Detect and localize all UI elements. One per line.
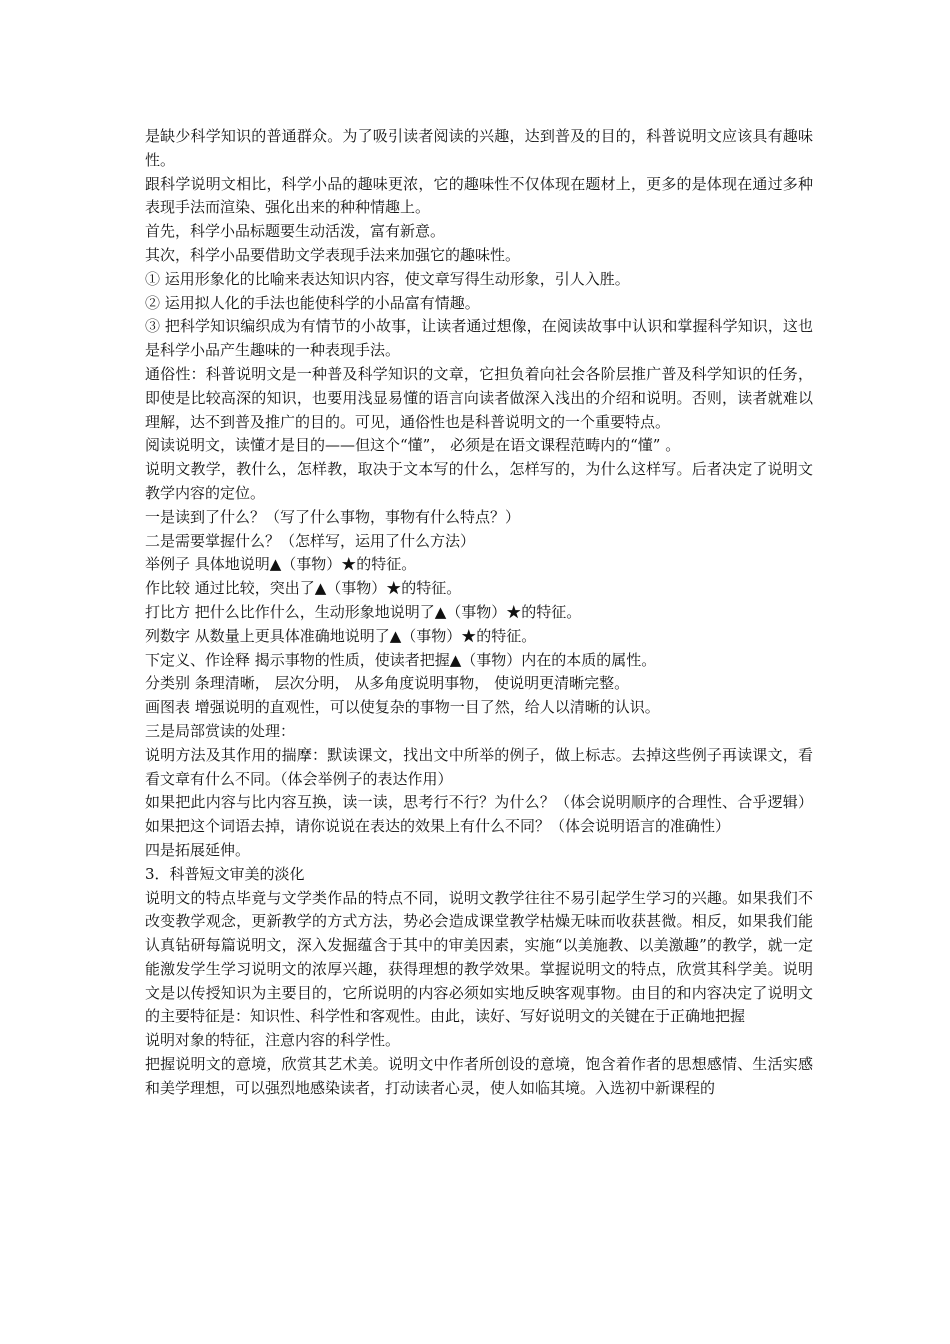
paragraph: 跟科学说明文相比，科学小品的趣味更浓，它的趣味性不仅体现在题材上，更多的是体现在通过多种表现手法而渲染、强化出来的种种情趣上。 [145,174,813,217]
paragraph: 三是局部赏读的处理： [145,721,296,740]
paragraph: 其次，科学小品要借助文学表现手法来加强它的趣味性。 [145,245,521,264]
method-item: 列数字 从数量上更具体准确地说明了▲（事物）★的特征。 [145,626,537,645]
paragraph: 阅读说明文，读懂才是目的——但这个“懂”， 必须是在语文课程范畴内的“懂” 。 [145,436,681,455]
method-item: 打比方 把什么比作什么，生动形象地说明了▲（事物）★的特征。 [145,602,582,621]
paragraph: 说明方法及其作用的揣摩：默读课文，找出文中所举的例子，做上标志。去掉这些例子再读课文，看看文章有什么不同。（体会举例子的表达作用） [145,745,813,788]
paragraph: 是缺少科学知识的普通群众。为了吸引读者阅读的兴趣，达到普及的目的，科普说明文应该具有趣味性。 [145,127,813,169]
method-item: 举例子 具体地说明▲（事物）★的特征。 [145,555,417,574]
paragraph: 说明文教学，教什么，怎样教，取决于文本写的什么，怎样写的，为什么这样写。后者决定了说明文教学内容的定位。 [145,460,813,502]
paragraph: 二是需要掌握什么？（怎样写，运用了什么方法） [145,531,476,550]
paragraph: 四是拓展延伸。 [145,840,251,859]
list-item: ③ 把科学知识编织成为有情节的小故事，让读者通过想像，在阅读故事中认识和掌握科学知识，这也是科学小品产生趣味的一种表现手法。 [145,317,813,360]
document-body [145,125,813,1101]
paragraph: 把握说明文的意境，欣赏其艺术美。说明文中作者所创设的意境，饱含着作者的思想感情、生活实感和美学理想，可以强烈地感染读者，打动读者心灵，使人如临其境。入选初中新课程的 [145,1055,813,1097]
section-heading: 3．科普短文审美的淡化 [145,864,305,883]
paragraph: 说明文的特点毕竟与文学类作品的特点不同，说明文教学往往不易引起学生学习的兴趣。如果我们不改变教学观念，更新教学的方式方法，势必会造成课堂教学枯燥无味而收获甚微。相反，如果我们能认真钻研每篇说明文，深入发掘蕴含于其中的审美因素，实施“以美施教、以美激趣”的教学，就一定能激发学生学习说明文的浓厚兴趣，获得理想的教学效果。掌握说明文的特点，欣赏其科学美。说明文是以传授知识为主要目的，它所说明的内容必须如实地反映客观事物。由目的和内容决定了说明文的主要特征是：知识性、科学性和客观性。由此，读好、写好说明文的关键在于正确地把握 [145,888,813,1026]
method-item: 作比较 通过比较，突出了▲（事物）★的特征。 [145,579,462,598]
paragraph: 说明对象的特征，注意内容的科学性。 [145,1031,401,1050]
paragraph: 首先，科学小品标题要生动活泼，富有新意。 [145,222,446,241]
paragraph: 通俗性：科普说明文是一种普及科学知识的文章，它担负着向社会各阶层推广普及科学知识的任务，即使是比较高深的知识，也要用浅显易懂的语言向读者做深入浅出的介绍和说明。否则，读者就难以理解，达不到普及推广的目的。可见，通俗性也是科普说明文的一个重要特点。 [145,364,813,431]
list-item: ② 运用拟人化的手法也能使科学的小品富有情趣。 [145,293,480,312]
paragraph: 如果把此内容与比内容互换，读一读，思考行不行？为什么？（体会说明顺序的合理性、合乎逻辑）如果把这个词语去掉，请你说说在表达的效果上有什么不同？（体会说明语言的准确性） [145,793,813,836]
method-item: 画图表 增强说明的直观性，可以使复杂的事物一目了然，给人以清晰的认识。 [145,698,660,717]
method-item: 下定义、作诠释 揭示事物的性质，使读者把握▲（事物）内在的本质的属性。 [145,650,657,669]
list-item: ① 运用形象化的比喻来表达知识内容，使文章写得生动形象，引人入胜。 [145,269,630,288]
method-item: 分类别 条理清晰， 层次分明， 从多角度说明事物， 使说明更清晰完整。 [145,674,630,693]
paragraph: 一是读到了什么？（写了什么事物，事物有什么特点？） [145,507,521,526]
